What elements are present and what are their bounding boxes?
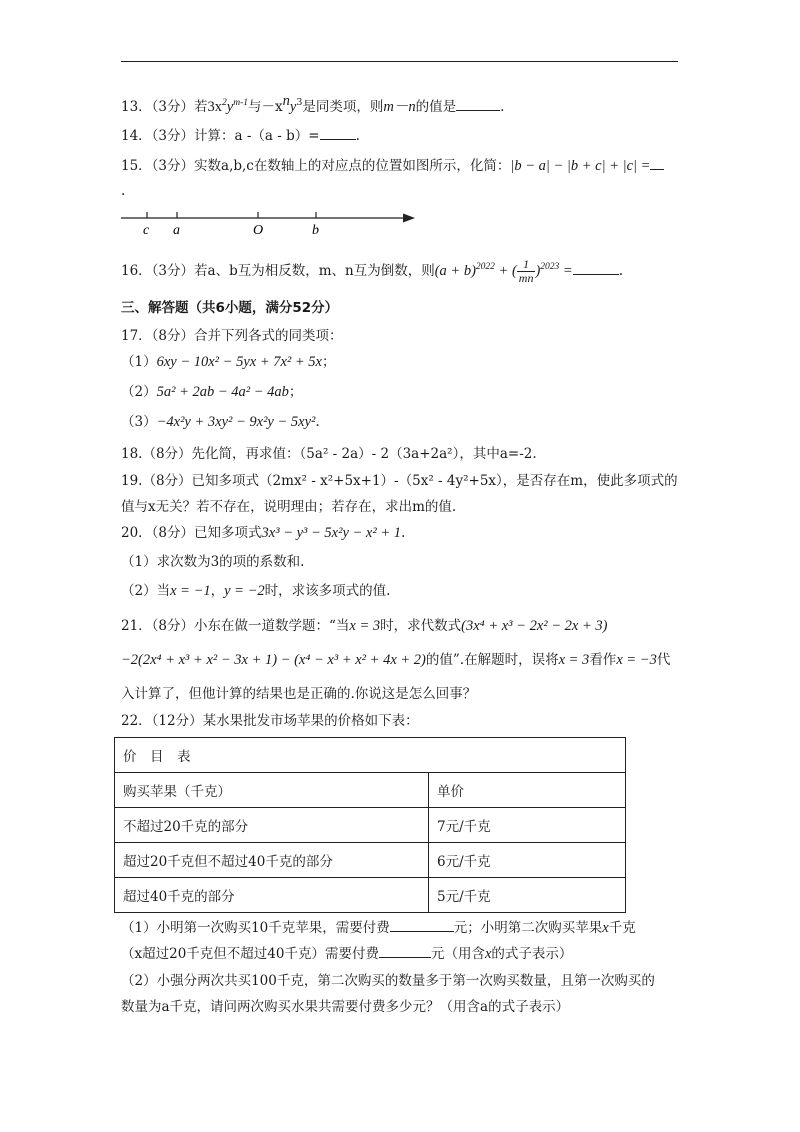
answer-blank[interactable] xyxy=(379,943,431,958)
header-rule xyxy=(121,61,678,62)
table-cell: 不超过20千克的部分 xyxy=(115,808,429,843)
question-15: 15．（3分）实数a,b,c在数轴上的对应点的位置如图所示，化简：|b − a| − |b + c| + |c| = xyxy=(121,155,664,176)
table-cell: 5元/千克 xyxy=(429,878,626,913)
question-14: 14．（3分）计算：a -（a - b）= . xyxy=(121,125,360,146)
table-header-row xyxy=(115,773,626,808)
label-a: a xyxy=(173,223,180,238)
question-17: 17．（8分）合并下列各式的同类项： xyxy=(121,328,343,344)
question-16: 16．（3分）若a、b互为相反数，m、n互为倒数，则$(a + b)^{2022}$ + ( $\frac{1}{mn}$ )$^{2023}$ = . xyxy=(121,257,624,286)
q15-trailing-dot: . xyxy=(121,183,126,199)
q17-part-3: （3）−4x²y + 3xy² − 9x²y − 5xy². xyxy=(121,414,320,430)
table-row xyxy=(115,878,626,913)
table-row xyxy=(115,808,626,843)
answer-blank[interactable] xyxy=(320,125,356,140)
arrow-right-icon xyxy=(403,214,415,223)
question-13: 13．（3分）若$3x^2y^{m-1}$与$-x^ny^3$是同类项，则m－n的值是 . xyxy=(121,93,505,115)
table-cell: 超过20千克但不超过40千克的部分 xyxy=(115,843,429,878)
number-line-figure xyxy=(121,204,421,238)
answer-blank[interactable] xyxy=(573,260,619,275)
q22-part-1-line-1: （1）小明第一次购买10千克苹果，需要付费 元；小明第二次购买苹果x千克 xyxy=(121,917,636,938)
question-21-line-1: 21．（8分）小东在做一道数学题：“当x = 3时，求代数式(3x⁴ + x³ − 2x² − 2x + 3) xyxy=(121,618,608,634)
table-cell: 7元/千克 xyxy=(429,808,626,843)
label-o: O xyxy=(253,223,264,238)
label-c: c xyxy=(143,223,150,238)
section-title: 三、解答题（共6小题，满分52分） xyxy=(121,300,339,316)
table-title: 价 目 表 xyxy=(115,738,626,773)
label-b: b xyxy=(312,223,319,238)
q17-part-1: （1）6xy − 10x² − 5yx + 7x² + 5x； xyxy=(121,354,336,370)
question-19-line-2: 值与x无关？若不存在，说明理由；若存在，求出m的值. xyxy=(121,499,457,515)
q20-part-2: （2）当x = −1，y = −2时，求该多项式的值. xyxy=(121,583,391,599)
q20-part-1: （1）求次数为3的项的系数和. xyxy=(121,554,305,570)
answer-blank[interactable] xyxy=(650,155,664,170)
question-21-line-2: −2(2x⁴ + x³ + x² − 3x + 1) − (x⁴ − x³ + x² + 4x + 2)的值”.在解题时，误将x = 3看作x = −3代 xyxy=(121,652,671,668)
q22-part-2-line-1: （2）小强分两次共买100千克，第二次购买的数量多于第一次购买数量，且第一次购买的 xyxy=(121,973,655,989)
question-21-line-3: 入计算了，但他计算的结果也是正确的.你说这是怎么回事？ xyxy=(121,686,477,702)
table-header-cell: 购买苹果（千克） xyxy=(115,773,429,808)
answer-blank[interactable] xyxy=(456,96,500,111)
table-row xyxy=(115,843,626,878)
q22-part-1-line-2: （x超过20千克但不超过40千克）需要付费 元（用含x的式子表示） xyxy=(121,943,572,964)
price-table xyxy=(114,737,626,913)
question-22: 22．（12分）某水果批发市场苹果的价格如下表： xyxy=(121,713,419,729)
question-20: 20．（8分）已知多项式3x³ − y³ − 5x²y − x² + 1. xyxy=(121,525,406,541)
q22-part-2-line-2: 数量为a千克，请问两次购买水果共需要付费多少元？（用含a的式子表示） xyxy=(121,999,570,1015)
table-cell: 超过40千克的部分 xyxy=(115,878,429,913)
question-18: 18.（8分）先化简，再求值：（5a² - 2a）- 2（3a+2a²），其中a=-2. xyxy=(121,446,537,462)
question-19-line-1: 19.（8分）已知多项式（2mx² - x²+5x+1）-（5x² - 4y²+5x），是否存在m，使此多项式的 xyxy=(121,473,678,489)
table-title-row xyxy=(115,738,626,773)
table-cell: 6元/千克 xyxy=(429,843,626,878)
q17-part-2: （2）5a² + 2ab − 4a² − 4ab； xyxy=(121,384,303,400)
answer-blank[interactable] xyxy=(390,917,454,932)
table-header-cell: 单价 xyxy=(429,773,626,808)
